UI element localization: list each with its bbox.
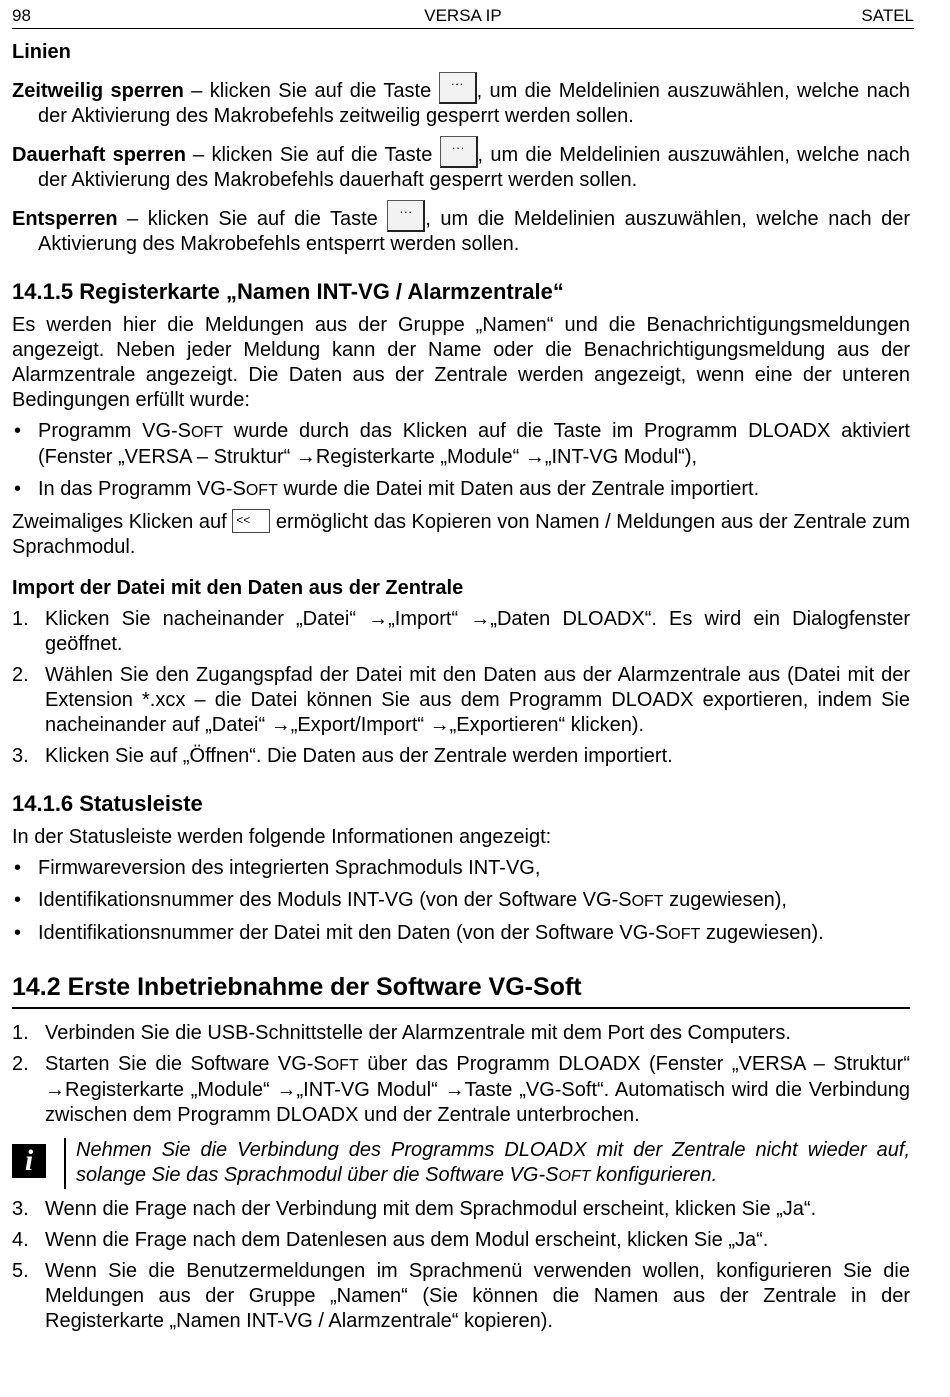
item-term: Entsperren — [12, 208, 118, 230]
import-heading: Import der Datei mit den Daten aus der Zentrale — [12, 577, 464, 599]
header-title: VERSA IP — [424, 6, 502, 25]
linien-item-zeitweilig: Zeitweilig sperren – klicken Sie auf die Taste ··· , um die Meldelinien auszuwählen, welche nach der Aktivierung des Makrobefehls zeitweilig gesperrt werden sollen. — [12, 79, 910, 129]
list-item: 5. Wenn Sie die Benutzermeldungen im Sprachmenü verwenden wollen, konfigurieren Sie die Meldungen aus der Gruppe „Namen“ (Sie können die Namen aus der Zentrale in der Registerkarte „Namen INT-VG / Alarmzentrale“ kopieren). — [12, 1260, 910, 1332]
copy-names-button[interactable]: << — [232, 509, 270, 533]
bullet-icon: • — [14, 857, 22, 879]
section-heading-1416: 14.1.6 Statusleiste — [12, 791, 203, 816]
list-item: 2. Starten Sie die Software VG-SOFT über das Programm DLOADX (Fenster „VERSA – Struktur“ →Registerkarte „Module“ →„INT-VG Modul“ →Taste „VG-Soft“. Automatisch wird die Verbindung zwischen dem Programm DLOADX und der Zentrale unterbrochen. — [12, 1053, 910, 1126]
copy-instruction: Zweimaliges Klicken auf << ermöglicht das Kopieren von Namen / Meldungen aus der Zentrale zum Sprachmodul. — [12, 510, 910, 560]
ellipsis-button[interactable]: ··· — [439, 72, 477, 104]
ellipsis-button[interactable]: ··· — [387, 200, 425, 232]
list-item: • Firmwareversion des integrierten Sprachmoduls INT-VG, — [14, 857, 541, 879]
ellipsis-button[interactable]: ··· — [440, 136, 478, 168]
note-divider — [64, 1138, 66, 1189]
list-item: • Identifikationsnummer der Datei mit den Daten (von der Software VG-SOFT zugewiesen). — [14, 922, 824, 944]
list-item: 3. Klicken Sie auf „Öffnen“. Die Daten aus der Zentrale werden importiert. — [12, 745, 673, 767]
bullet-icon: • — [14, 889, 22, 911]
list-item: 2. Wählen Sie den Zugangspfad der Datei mit den Daten aus der Alarmzentrale aus (Datei mit der Extension *.xcx – die Datei können Sie aus dem Programm DLOADX exportieren, indem Sie nacheinander auf „Datei“ →„Export/Import“ →„Exportieren“ klicken). — [12, 664, 910, 736]
linien-item-dauerhaft: Dauerhaft sperren – klicken Sie auf die Taste ··· , um die Meldelinien auszuwählen, welche nach der Aktivierung des Makrobefehls dauerhaft gesperrt werden sollen. — [12, 143, 910, 193]
section-1415-bullets — [12, 419, 910, 503]
linien-heading: Linien — [12, 41, 71, 63]
page-number: 98 — [12, 6, 31, 25]
setup-steps — [12, 1021, 910, 1128]
list-item: • In das Programm VG-SOFT wurde die Datei mit Daten aus der Zentrale importiert. — [14, 478, 760, 500]
section-1416-intro: In der Statusleiste werden folgende Informationen angezeigt: — [12, 826, 552, 848]
bullet-icon: • — [14, 420, 22, 442]
import-steps — [12, 607, 910, 769]
section-heading-1415: 14.1.5 Registerkarte „Namen INT-VG / Alarmzentrale“ — [12, 279, 564, 304]
info-icon: i — [12, 1144, 46, 1178]
section-1416-bullets — [12, 856, 910, 947]
item-term: Zeitweilig sperren — [12, 80, 184, 102]
list-item: • Programm VG-SOFT wurde durch das Klicken auf die Taste im Programm DLOADX aktiviert (Fenster „VERSA – Struktur“ →Registerkarte „Module“ →„INT-VG Modul“), — [14, 420, 910, 468]
list-item: • Identifikationsnummer des Moduls INT-VG (von der Software VG-SOFT zugewiesen), — [14, 889, 787, 911]
bullet-icon: • — [14, 478, 22, 500]
page-content — [12, 40, 910, 1340]
section-heading-142: 14.2 Erste Inbetriebnahme der Software VG-Soft — [12, 973, 910, 1009]
setup-steps-continued — [12, 1197, 910, 1334]
list-item: 1. Klicken Sie nacheinander „Datei“ →„Import“ →„Daten DLOADX“. Es wird ein Dialogfenster geöffnet. — [12, 608, 910, 655]
info-note — [12, 1138, 910, 1189]
note-text: Nehmen Sie die Verbindung des Programms DLOADX mit der Zentrale nicht wieder auf, solange Sie das Sprachmodul über die Software VG-SOFT konfigurieren. — [76, 1139, 910, 1186]
item-term: Dauerhaft sperren — [12, 144, 186, 166]
linien-item-entsperren: Entsperren – klicken Sie auf die Taste ··· , um die Meldelinien auszuwählen, welche nach der Aktivierung des Makrobefehls entsperrt werden sollen. — [12, 207, 910, 257]
page-header — [12, 4, 914, 29]
bullet-icon: • — [14, 922, 22, 944]
list-item: 4. Wenn die Frage nach dem Datenlesen aus dem Modul erscheint, klicken Sie „Ja“. — [12, 1229, 769, 1251]
section-1415-intro: Es werden hier die Meldungen aus der Gruppe „Namen“ und die Benachrichtigungsmeldungen angezeigt. Neben jeder Meldung kann der Name oder die Benachrichtigungsmeldung aus der Alarmzentrale angezeigt. Die Daten aus der Zentrale werden angezeigt, wenn eine der unteren Bedingungen erfüllt wurde: — [12, 314, 910, 411]
list-item: 1. Verbinden Sie die USB-Schnittstelle der Alarmzentrale mit dem Port des Computers. — [12, 1022, 791, 1044]
list-item: 3. Wenn die Frage nach der Verbindung mit dem Sprachmodul erscheint, klicken Sie „Ja“. — [12, 1198, 817, 1220]
header-brand: SATEL — [861, 6, 914, 25]
